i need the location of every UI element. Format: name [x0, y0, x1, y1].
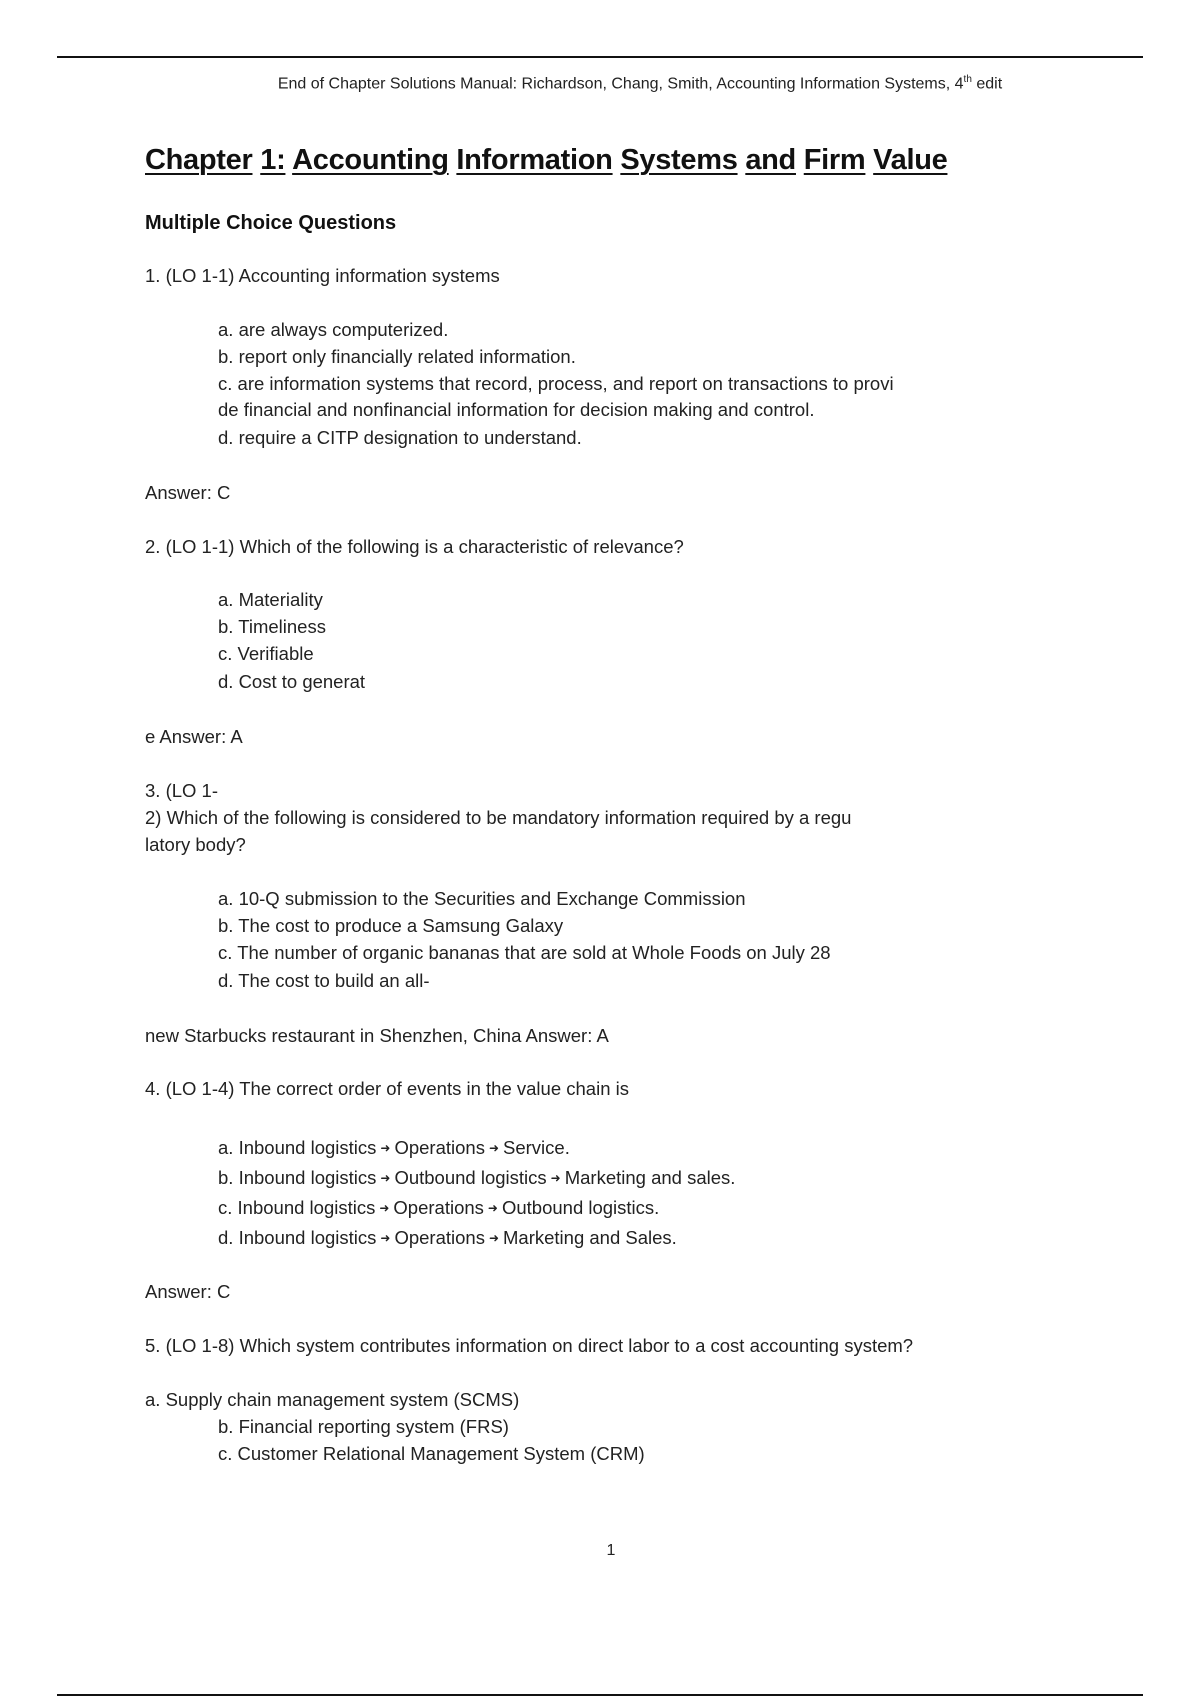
question-1-answer: Answer: C	[145, 482, 231, 503]
question-5-option-c: c. Customer Relational Management System (CRM)	[218, 1443, 645, 1464]
question-4-answer: Answer: C	[145, 1281, 231, 1302]
arrow-right-icon: ➜	[380, 1171, 391, 1185]
question-4-option-d: d. Inbound logistics ➜ Operations ➜ Marketing and Sales.	[218, 1227, 677, 1248]
question-3-answer: new Starbucks restaurant in Shenzhen, China Answer: A	[145, 1025, 609, 1046]
page-number: 1	[606, 1542, 616, 1559]
question-3-option-b: b. The cost to produce a Samsung Galaxy	[218, 915, 564, 936]
bottom-rule	[57, 1694, 1143, 1696]
arrow-right-icon: ➜	[379, 1201, 390, 1215]
question-1-option-a: a. are always computerized.	[218, 319, 449, 340]
question-3-option-a: a. 10-Q submission to the Securities and Exchange Commission	[218, 888, 746, 909]
running-header: End of Chapter Solutions Manual: Richardson, Chang, Smith, Accounting Information Systems, 4th edit	[277, 74, 1003, 93]
question-5-option-b: b. Financial reporting system (FRS)	[218, 1416, 509, 1437]
question-3-stem-line-2: 2) Which of the following is considered to be mandatory information required by a regu	[145, 807, 852, 828]
chapter-title: Chapter 1: Accounting Information Systems and Firm Value	[145, 144, 948, 176]
question-2-option-c: c. Verifiable	[218, 643, 314, 664]
arrow-right-icon: ➜	[488, 1231, 500, 1245]
question-4-option-c: c. Inbound logistics ➜ Operations ➜ Outbound logistics.	[218, 1197, 660, 1218]
question-2-stem: 2. (LO 1-1) Which of the following is a characteristic of relevance?	[145, 536, 684, 557]
question-4-stem: 4. (LO 1-4) The correct order of events in the value chain is	[145, 1078, 629, 1099]
arrow-right-icon: ➜	[380, 1141, 391, 1155]
question-2-option-b: b. Timeliness	[218, 616, 326, 637]
question-1-option-d: d. require a CITP designation to understand.	[218, 427, 582, 448]
question-2-answer: e Answer: A	[145, 726, 243, 747]
question-1-option-b: b. report only financially related information.	[218, 346, 576, 367]
top-rule	[57, 56, 1143, 58]
question-1-option-c-continued: de financial and nonfinancial information for decision making and control.	[218, 399, 815, 420]
question-3-option-d: d. The cost to build an all-	[218, 970, 430, 991]
question-2-option-d: d. Cost to generat	[218, 671, 366, 692]
question-1-stem: 1. (LO 1-1) Accounting information systems	[145, 265, 500, 286]
question-3-stem-line-3: latory body?	[145, 834, 246, 855]
arrow-right-icon: ➜	[488, 1141, 500, 1155]
section-title: Multiple Choice Questions	[145, 212, 397, 234]
question-1-option-c: c. are information systems that record, process, and report on transactions to provi	[218, 373, 894, 394]
question-3-option-c: c. The number of organic bananas that are sold at Whole Foods on July 28	[218, 942, 831, 963]
question-5-option-a: a. Supply chain management system (SCMS)	[145, 1389, 520, 1410]
arrow-right-icon: ➜	[380, 1231, 391, 1245]
arrow-right-icon: ➜	[550, 1171, 561, 1185]
question-3-stem-line-1: 3. (LO 1-	[145, 780, 218, 801]
question-4-option-b: b. Inbound logistics ➜ Outbound logistics ➜ Marketing and sales.	[218, 1167, 736, 1188]
question-5-stem: 5. (LO 1-8) Which system contributes information on direct labor to a cost accounting system?	[145, 1335, 914, 1356]
question-4-option-a: a. Inbound logistics ➜ Operations ➜ Service.	[218, 1137, 570, 1158]
arrow-right-icon: ➜	[487, 1201, 498, 1215]
question-2-option-a: a. Materiality	[218, 589, 323, 610]
